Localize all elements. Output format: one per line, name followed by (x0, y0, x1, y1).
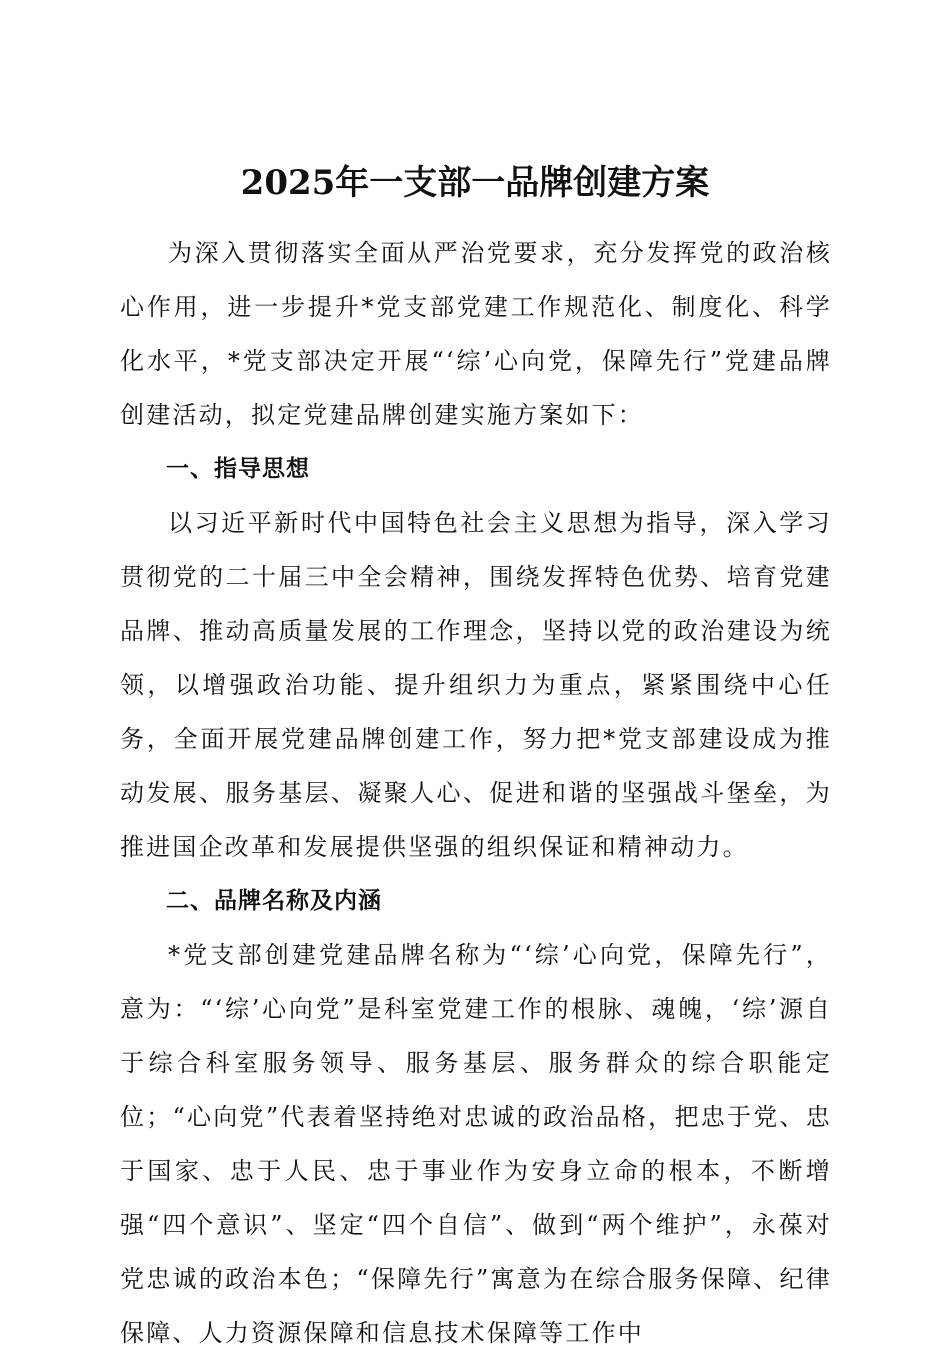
section-heading-guiding-ideology: 一、指导思想 (166, 456, 310, 482)
intro-paragraph: 为深入贯彻落实全面从严治党要求，充分发挥党的政治核心作用，进一步提升*党支部党建工作规范化、制度化、科学化水平，*党支部决定开展“‘综’心向党，保障先行”党建品牌创建活动，拟定党建品牌创建实施方案如下： (120, 239, 832, 429)
guiding-ideology-paragraph: 以习近平新时代中国特色社会主义思想为指导，深入学习贯彻党的二十届三中全会精神，围绕发挥特色优势、培育党建品牌、推动高质量发展的工作理念，坚持以党的政治建设为统领，以增强政治功能、提升组织力为重点，紧紧围绕中心任务，全面开展党建品牌创建工作，努力把*党支部建设成为推动发展、服务基层、凝聚人心、促进和谐的坚强战斗堡垒，为推进国企改革和发展提供坚强的组织保证和精神动力。 (120, 509, 832, 861)
document-body (120, 226, 832, 1360)
brand-name-paragraph: *党支部创建党建品牌名称为“‘综’心向党，保障先行”，意为：“‘综’心向党”是科室党建工作的根脉、魂魄，‘综’源自于综合科室服务领导、服务基层、服务群众的综合职能定位；“心向党”代表着坚持绝对忠诚的政治品格，把忠于党、忠于国家、忠于人民、忠于事业作为安身立命的根本，不断增强“四个意识”、坚定“四个自信”、做到“两个维护”，永葆对党忠诚的政治本色；“保障先行”寓意为在综合服务保障、纪律保障、人力资源保障和信息技术保障等工作中 (120, 941, 832, 1347)
document-title: 2025年一支部一品牌创建方案 (240, 162, 710, 203)
section-heading-brand-name: 二、品牌名称及内涵 (166, 888, 382, 914)
